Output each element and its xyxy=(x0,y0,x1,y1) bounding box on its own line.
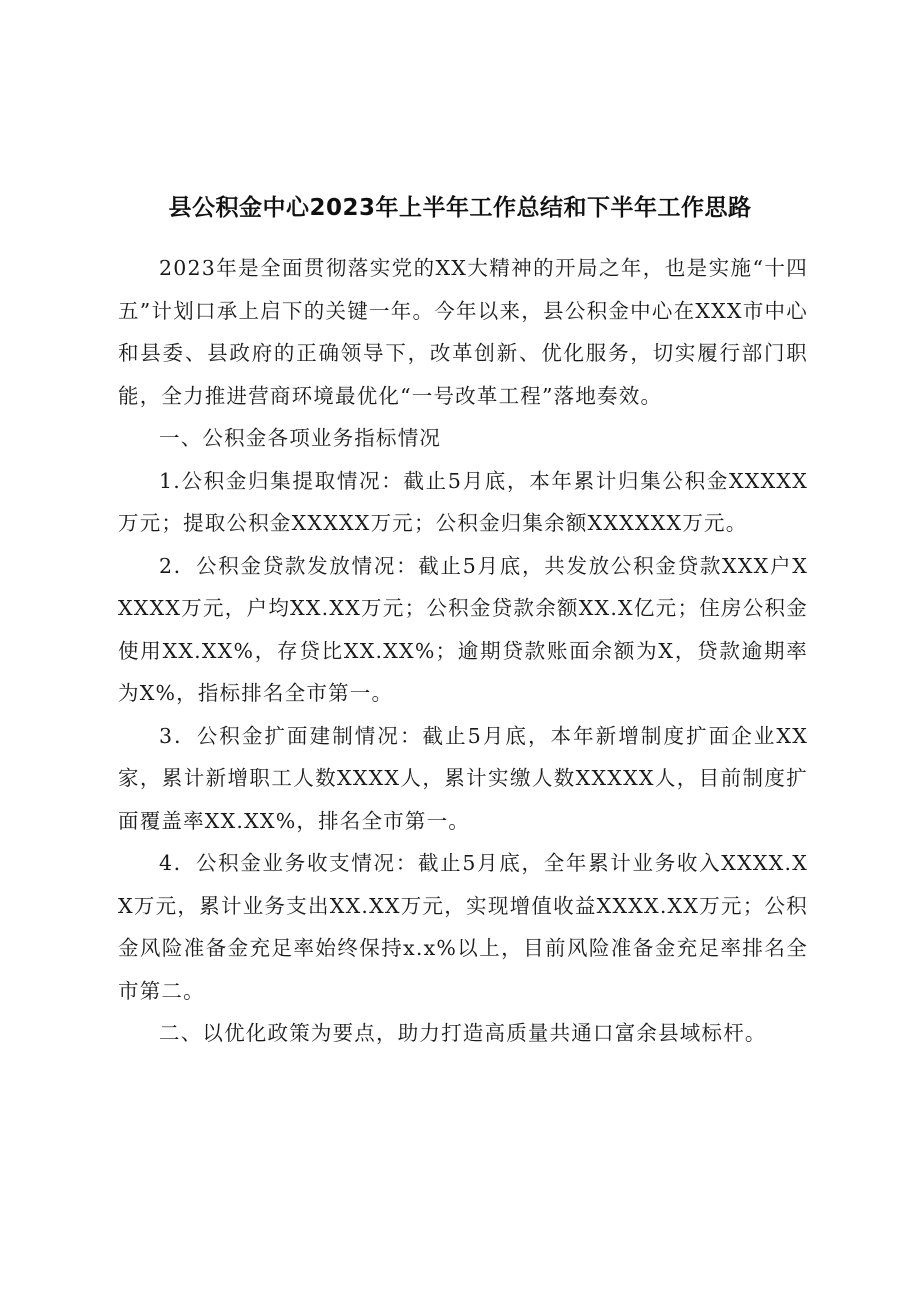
document-body xyxy=(118,247,808,1055)
section-heading-2: 二、以优化政策为要点，助力打造高质量共通口富余县域标杆。 xyxy=(159,1021,767,1045)
paragraph-loan-issuance: 2．公积金贷款发放情况：截止5月底，共发放公积金贷款XXX户XXXXX万元，户均XX.XX万元；公积金贷款余额XX.X亿元；住房公积金使用XX.XX%，存贷比XX.XX%；逾期贷款账面余额为X，贷款逾期率为X%，指标排名全市第一。 xyxy=(118,553,808,705)
document-title: 县公积金中心2023年上半年工作总结和下半年工作思路 xyxy=(168,195,752,221)
paragraph-revenue-expenditure: 4．公积金业务收支情况：截止5月底，全年累计业务收入XXXX.XX万元，累计业务支出XX.XX万元，实现增值收益XXXX.XX万元；公积金风险准备金充足率始终保持x.x%以上，目前风险准备金充足率排名全市第二。 xyxy=(118,851,808,1003)
section-heading-1: 一、公积金各项业务指标情况 xyxy=(159,426,442,450)
paragraph-fund-collection: 1.公积金归集提取情况：截止5月底，本年累计归集公积金XXXXX万元；提取公积金XXXXX万元；公积金归集余额XXXXXX万元。 xyxy=(118,468,808,535)
paragraph-coverage-expansion: 3．公积金扩面建制情况：截止5月底，本年新增制度扩面企业XX家，累计新增职工人数XXXX人，累计实缴人数XXXXX人，目前制度扩面覆盖率XX.XX%，排名全市第一。 xyxy=(118,723,808,833)
intro-paragraph: 2023年是全面贯彻落实党的XX大精神的开局之年，也是实施“十四五”计划口承上启下的关键一年。今年以来，县公积金中心在XXX市中心和县委、县政府的正确领导下，改革创新、优化服务，切实履行部门职能，全力推进营商环境最优化“一号改革工程”落地奏效。 xyxy=(118,256,808,408)
